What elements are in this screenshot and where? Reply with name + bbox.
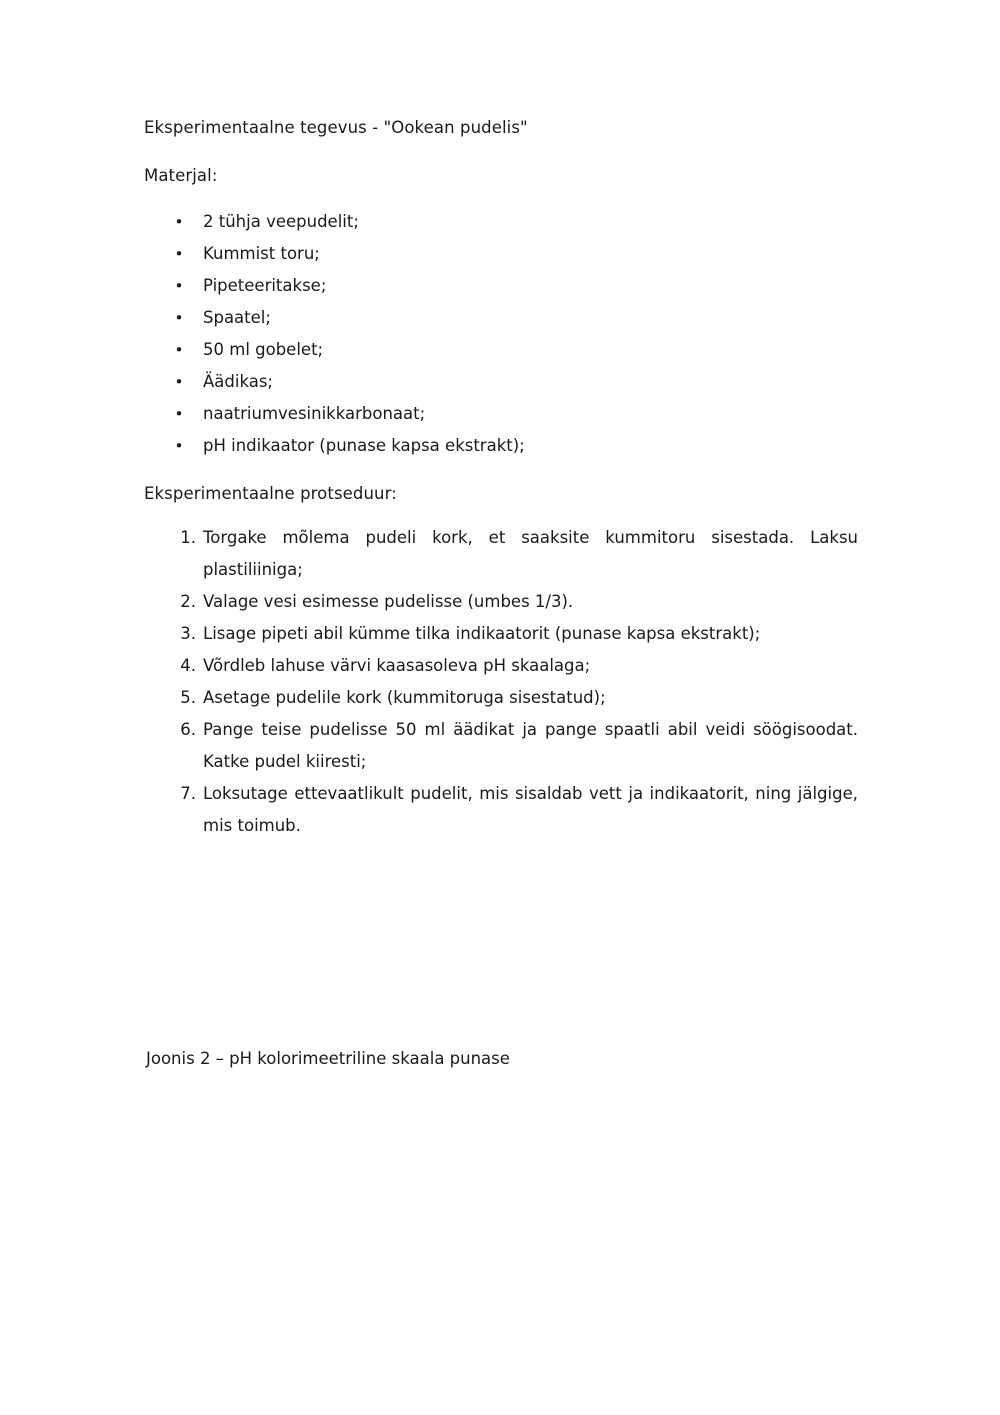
bullet-icon: • — [174, 437, 184, 455]
step-number: 7. — [180, 784, 196, 803]
bullet-icon: • — [174, 373, 184, 391]
materials-list — [144, 206, 858, 462]
step-number: 5. — [180, 688, 196, 707]
material-label: naatriumvesinikkarbonaat; — [203, 404, 426, 423]
bullet-icon: • — [174, 213, 184, 231]
document-content — [144, 112, 858, 842]
step-text: Valage vesi esimesse pudelisse (umbes 1/3). — [203, 592, 574, 611]
bullet-icon: • — [174, 405, 184, 423]
step-text: Torgake mõlema pudeli kork, et saaksite kummitoru sisestada. Laksu plastiliiniga; — [203, 528, 858, 579]
list-item — [144, 270, 858, 302]
list-item — [144, 334, 858, 366]
material-label: Kummist toru; — [203, 244, 320, 263]
step-text: Asetage pudelile kork (kummitoruga sisestatud); — [203, 688, 606, 707]
step-text: Pange teise pudelisse 50 ml äädikat ja pange spaatli abil veidi söögisoodat. Katke pudel kiiresti; — [203, 720, 858, 771]
material-label: Pipeteeritakse; — [203, 276, 327, 295]
list-item — [144, 714, 858, 778]
bullet-icon: • — [174, 245, 184, 263]
bullet-icon: • — [174, 277, 184, 295]
list-item — [144, 778, 858, 842]
step-number: 4. — [180, 656, 196, 675]
list-item — [144, 302, 858, 334]
materials-heading: Materjal: — [144, 166, 218, 185]
step-number: 3. — [180, 624, 196, 643]
list-item — [144, 618, 858, 650]
list-item — [144, 366, 858, 398]
step-number: 2. — [180, 592, 196, 611]
list-item — [144, 650, 858, 682]
list-item — [144, 522, 858, 586]
material-label: Äädikas; — [203, 372, 273, 391]
step-text: Loksutage ettevaatlikult pudelit, mis sisaldab vett ja indikaatorit, ning jälgige, mis toimub. — [203, 784, 858, 835]
figure-image-placeholder — [144, 848, 858, 1032]
list-item — [144, 586, 858, 618]
document-title: Eksperimentaalne tegevus - "Ookean pudelis" — [144, 118, 528, 137]
material-label: 50 ml gobelet; — [203, 340, 324, 359]
list-item — [144, 398, 858, 430]
list-item — [144, 682, 858, 714]
list-item — [144, 238, 858, 270]
step-number: 1. — [180, 528, 196, 547]
step-text: Lisage pipeti abil kümme tilka indikaatorit (punase kapsa ekstrakt); — [203, 624, 761, 643]
material-label: Spaatel; — [203, 308, 271, 327]
list-item — [144, 430, 858, 462]
list-item — [144, 206, 858, 238]
bullet-icon: • — [174, 341, 184, 359]
procedure-heading: Eksperimentaalne protseduur: — [144, 484, 397, 503]
figure-caption: Joonis 2 – pH kolorimeetriline skaala punase — [146, 1049, 510, 1068]
step-text: Võrdleb lahuse värvi kaasasoleva pH skaalaga; — [203, 656, 591, 675]
material-label: 2 tühja veepudelit; — [203, 212, 359, 231]
step-number: 6. — [180, 720, 196, 739]
material-label: pH indikaator (punase kapsa ekstrakt); — [203, 436, 525, 455]
bullet-icon: • — [174, 309, 184, 327]
procedure-list — [144, 522, 858, 842]
